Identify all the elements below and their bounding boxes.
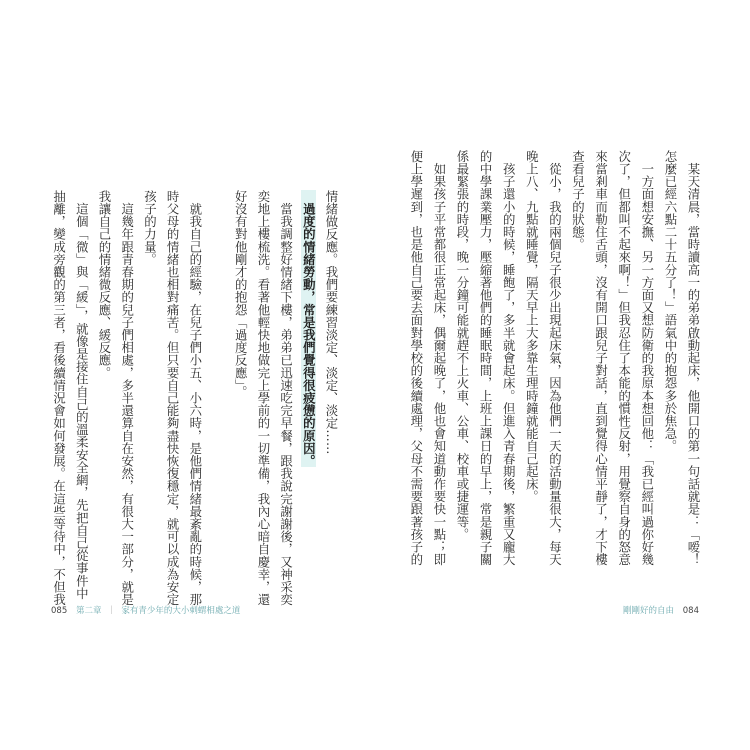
- chapter-label: 第二章: [75, 606, 102, 616]
- text-column: 孩子還小的時候，睡飽了，多半就會起床。但進入青春期後，繁重又龐大: [501, 150, 517, 566]
- text-column: 當我調整好情緒下樓，弟弟已迅速吃完早餐，跟我說完謝謝後，又神采奕: [278, 190, 294, 606]
- chapter-title: 家有青少年的大小刺蝟相處之道: [121, 606, 241, 616]
- left-footer: [45, 604, 240, 616]
- footer-separator: ｜: [107, 606, 116, 616]
- book-title: 剛剛好的自由: [623, 606, 675, 616]
- text-column: 好沒有對他剛才的抱怨「過度反應」。: [233, 190, 249, 398]
- text-column: 便上學遲到，也是他自己要去面對學校的後續處理，父母不需要跟著孩子的: [408, 150, 424, 566]
- text-column: 情緒做反應。我們要練習淡定、淡定、淡定……: [324, 190, 339, 455]
- left-page: [45, 150, 340, 606]
- text-column: 某天清晨，當時讀高一的弟弟啟動起床，他開口的第一句話就是：「嗳！: [686, 150, 701, 566]
- text-column: 抽離，變成旁觀的第三者，看後續情況會如何發展。在這些等待中，不但我: [51, 190, 67, 606]
- text-column: 係最緊張的時段，晚一分鐘可能就趕不上火車、公車、校車或捷運等。: [455, 150, 470, 541]
- text-column: 過度的情緒勞動，常是我們覺得很疲憊的原因。: [301, 190, 317, 468]
- text-column: 的中學課業壓力，壓縮著他們的睡眠時間，上班上課日的早上，常是親子關: [478, 150, 494, 566]
- text-column: 孩子的力量。: [142, 190, 158, 266]
- right-page-number: 084: [682, 606, 699, 616]
- text-column: 如果孩子平常都很正常起床，偶爾起晚了，他也會知道動作要快一點；即: [431, 150, 447, 566]
- text-column: 晚上八、九點就睡覺，隔天早上大多靠生理時鐘就能自己起床。: [524, 150, 540, 503]
- text-column: 一方面想安撫、另一方面又想防衛的我原本想回他：「我已經叫過你好幾: [639, 150, 655, 566]
- right-page: [402, 150, 702, 590]
- text-column: 怎麼已經六點二十五分了！」語氣中的抱怨多於焦急。: [662, 150, 678, 453]
- text-column: 我讓自己的情緒微反應、緩反應。: [97, 190, 112, 379]
- text-column: 就我自己的經驗，在兒子們小五、小六時，是他們情緒最紊亂的時候，那: [187, 190, 203, 606]
- text-column: 這個「微」與「緩」，就像是接住自己的溫柔安全網，先把自己從事件中: [74, 190, 90, 600]
- text-column: 查看兒子的狀態。: [570, 150, 586, 251]
- text-column: 來當剎車而勒住舌頭，沒有開口跟兒子對話，直到覺得心情平靜了，才下樓: [593, 150, 609, 566]
- text-column: 次了，但都叫不起來啊！」但我忍住了本能的慣性反射，用覺察自身的怒意: [616, 150, 632, 566]
- right-footer: [623, 604, 705, 616]
- text-column: 奕地上樓梳洗。看著他輕快地做完上學前的一切準備，我內心暗自慶幸，還: [255, 190, 271, 606]
- text-column: 時父母的情緒也相對痛苦。但只要自己能夠盡快恢復穩定，就可以成為安定: [165, 190, 181, 606]
- text-column: 從小，我的兩個兒子很少出現起床氣，因為他們一天的活動量很大，每天: [547, 150, 563, 566]
- text-column: 這幾年跟青春期的兒子們相處，多半還算自在安然，有很大一部分，就是: [119, 190, 135, 606]
- left-page-number: 085: [51, 606, 68, 616]
